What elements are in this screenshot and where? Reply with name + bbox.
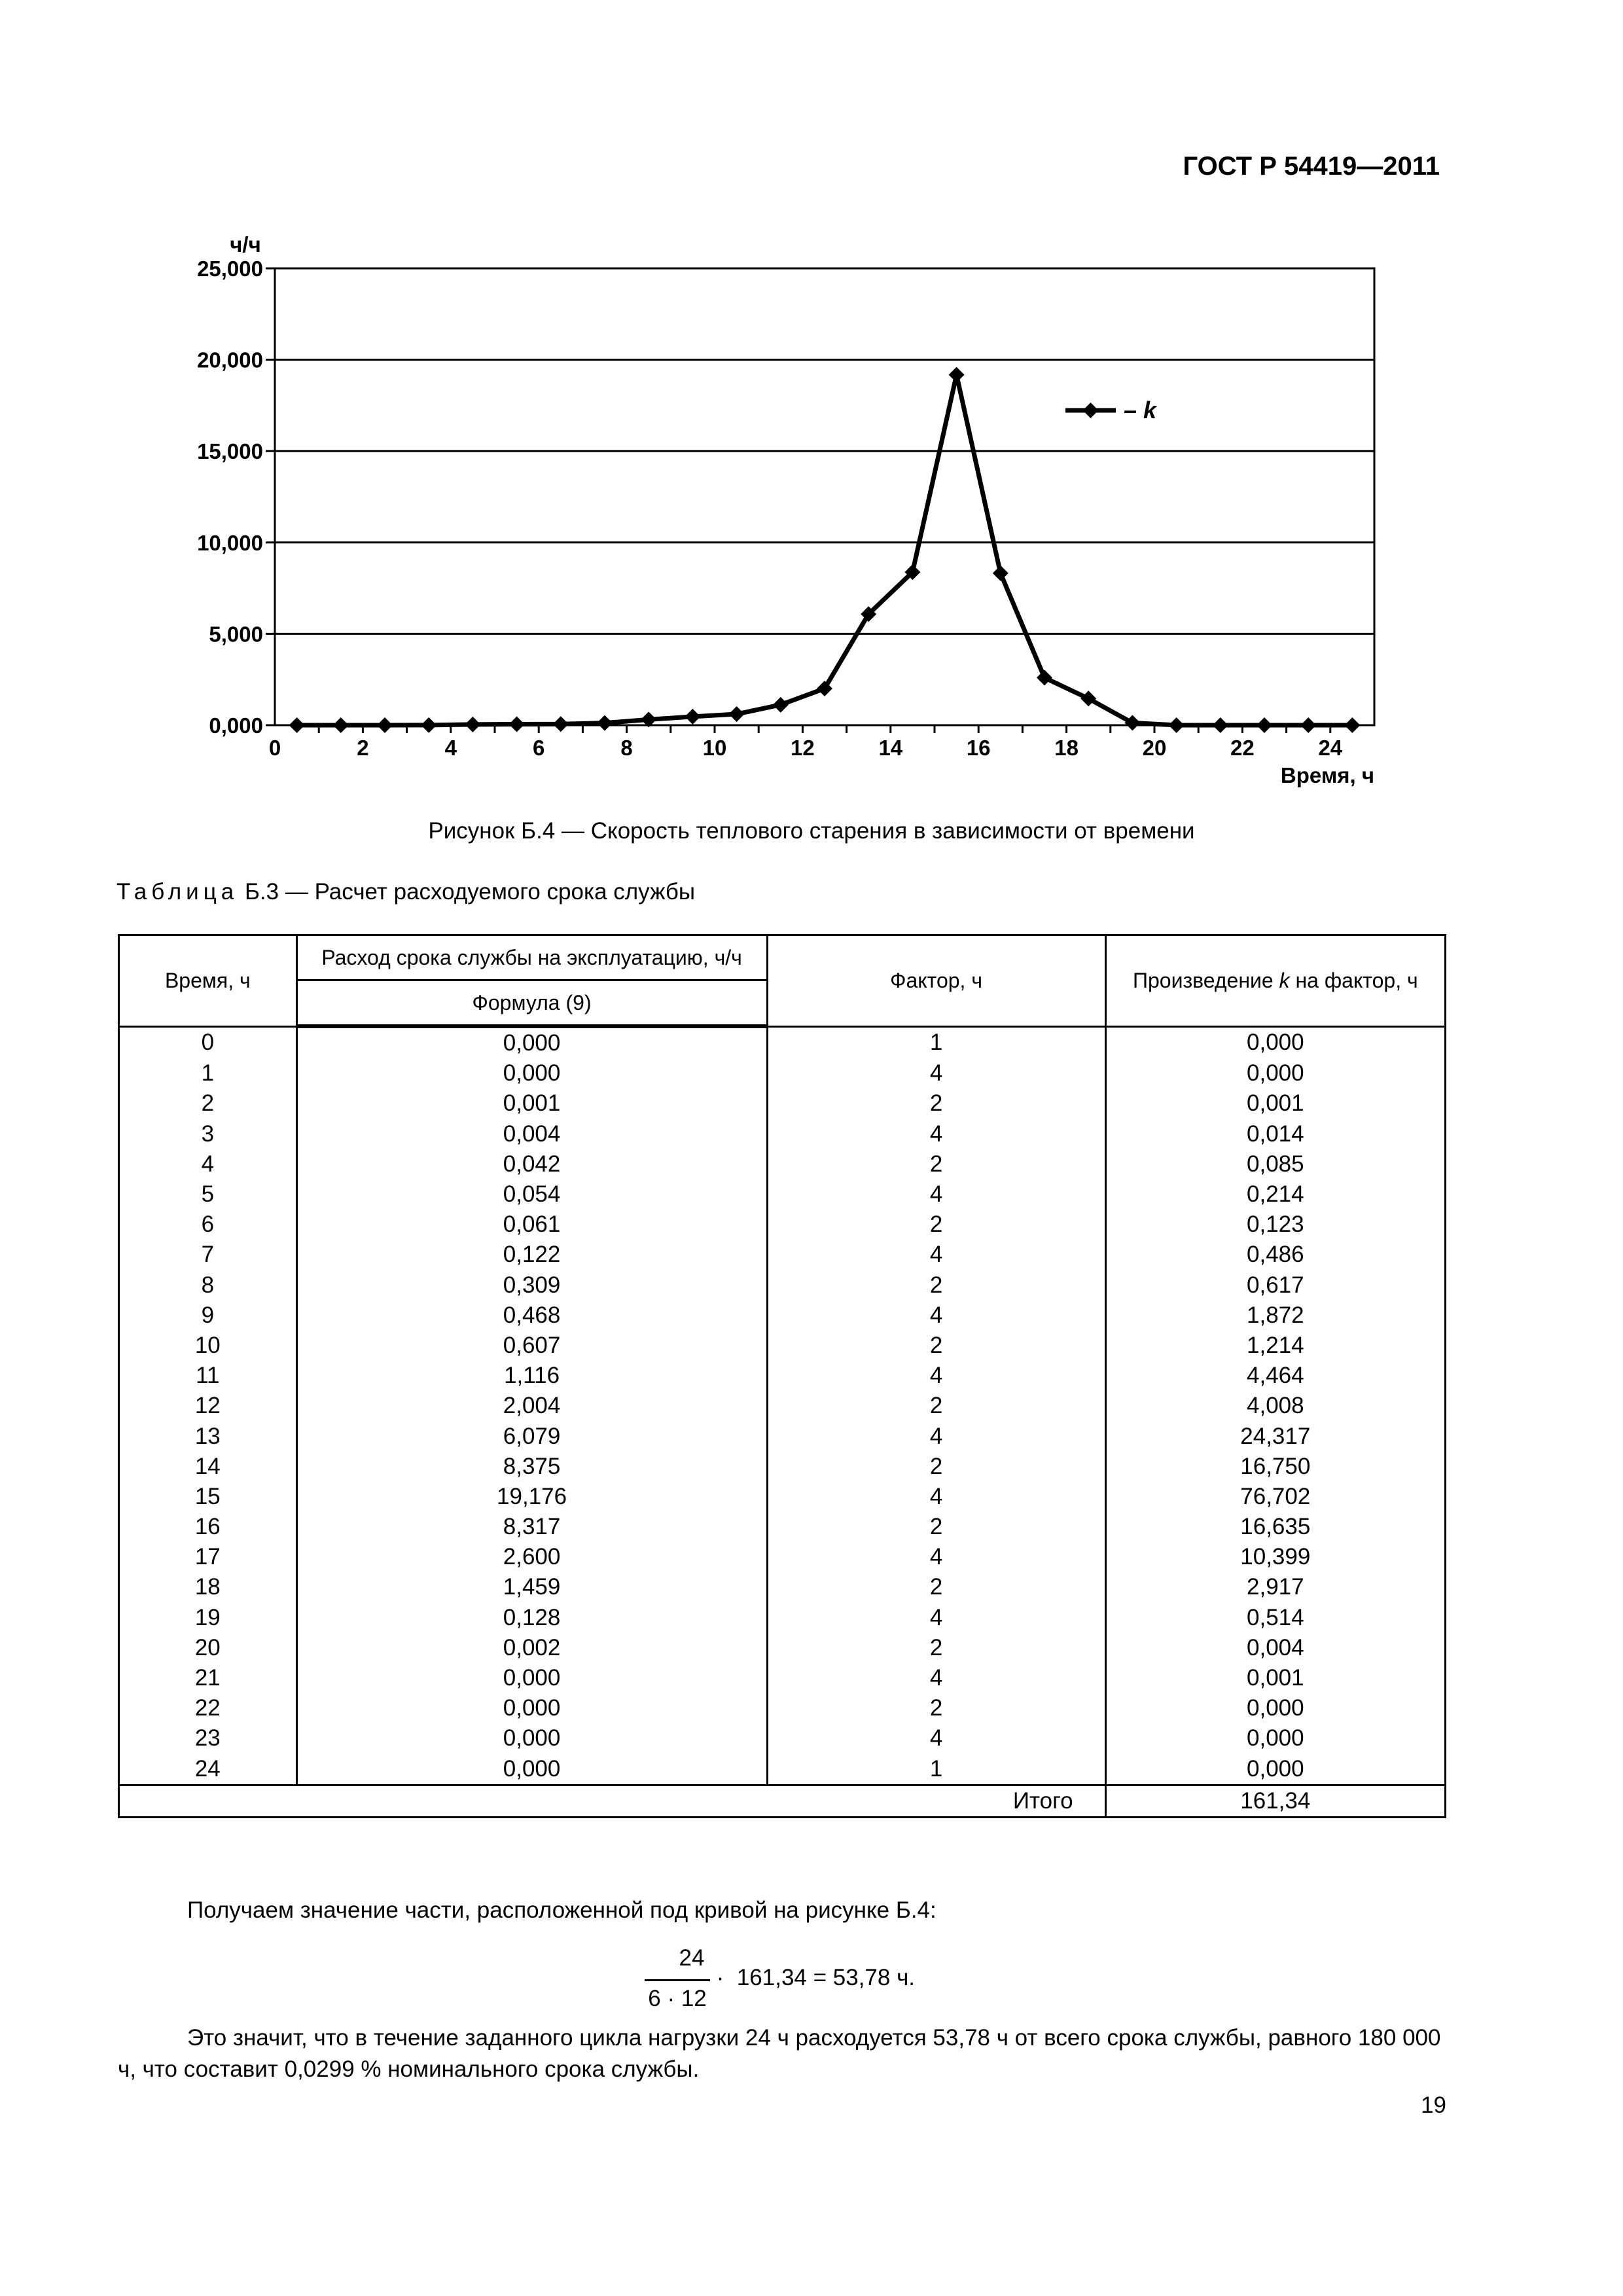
header-product-post: на фактор, ч — [1289, 968, 1418, 992]
chart-point — [685, 709, 700, 725]
cell-time: 8 — [119, 1270, 297, 1300]
header-formula: Формула (9) — [296, 980, 767, 1027]
table-row — [119, 1391, 1446, 1421]
conclusion-paragraph: Это значит, что в течение заданного цикла нагрузки 24 ч расходуется 53,78 ч от всего срока службы, равного 180 000 ч, что составит 0,0299 % номинального срока службы. — [118, 2025, 1441, 2082]
table-row — [119, 1300, 1446, 1331]
chart-point — [993, 565, 1008, 581]
chart-x-tick-label: 4 — [444, 736, 457, 760]
table-row — [119, 1331, 1446, 1361]
cell-product: 0,014 — [1105, 1119, 1445, 1149]
cell-factor: 2 — [767, 1149, 1105, 1179]
cell-product: 4,464 — [1105, 1361, 1445, 1391]
cell-formula: 0,000 — [296, 1058, 767, 1088]
chart-x-tick-label: 8 — [620, 736, 633, 760]
cell-product: 0,001 — [1105, 1663, 1445, 1693]
header-product-pre: Произведение — [1132, 968, 1279, 992]
cell-time: 23 — [119, 1723, 297, 1753]
table-row — [119, 1179, 1446, 1210]
cell-time: 24 — [119, 1754, 297, 1785]
cell-formula: 0,004 — [296, 1119, 767, 1149]
cell-factor: 2 — [767, 1693, 1105, 1723]
cell-formula: 0,122 — [296, 1240, 767, 1270]
chart-y-axis — [197, 257, 275, 738]
service-life-table — [118, 934, 1446, 1818]
cell-time: 16 — [119, 1512, 297, 1542]
cell-time: 0 — [119, 1026, 297, 1058]
cell-product: 0,001 — [1105, 1088, 1445, 1119]
cell-formula: 0,000 — [296, 1693, 767, 1723]
chart-x-tick-label: 0 — [268, 736, 281, 760]
chart-x-tick-label: 18 — [1054, 736, 1079, 760]
table-row — [119, 1542, 1446, 1572]
table-row — [119, 1572, 1446, 1602]
table-row — [119, 1240, 1446, 1270]
cell-formula: 0,128 — [296, 1603, 767, 1633]
cell-time: 12 — [119, 1391, 297, 1421]
header-consumption: Расход срока службы на эксплуатацию, ч/ч — [296, 935, 767, 980]
chart-point — [377, 717, 393, 733]
cell-product: 0,486 — [1105, 1240, 1445, 1270]
table-row — [119, 1421, 1446, 1451]
table-body — [119, 1026, 1446, 1817]
cell-factor: 4 — [767, 1482, 1105, 1512]
cell-time: 10 — [119, 1331, 297, 1361]
chart-point — [465, 717, 480, 732]
table-caption-title: Б.3 — Расчет расходуемого срока службы — [238, 879, 696, 905]
table-caption — [116, 879, 695, 905]
chart-series-k — [289, 367, 1361, 733]
header-factor: Фактор, ч — [767, 935, 1105, 1027]
cell-product: 0,085 — [1105, 1149, 1445, 1179]
cell-factor: 4 — [767, 1119, 1105, 1149]
result-paragraph: Получаем значение части, расположенной под кривой на рисунке Б.4: — [187, 1897, 936, 1923]
chart-x-tick-label: 6 — [533, 736, 545, 760]
cell-time: 4 — [119, 1149, 297, 1179]
cell-formula: 0,000 — [296, 1663, 767, 1693]
cell-time: 5 — [119, 1179, 297, 1210]
chart-y-tick-label: 0,000 — [209, 713, 263, 738]
cell-product: 0,514 — [1105, 1603, 1445, 1633]
cell-product: 0,214 — [1105, 1179, 1445, 1210]
chart-x-tick-label: 16 — [966, 736, 991, 760]
chart-plot-frame — [275, 268, 1374, 725]
cell-factor: 2 — [767, 1633, 1105, 1663]
table-row — [119, 1088, 1446, 1119]
cell-factor: 4 — [767, 1663, 1105, 1693]
cell-formula: 1,116 — [296, 1361, 767, 1391]
table-row — [119, 1663, 1446, 1693]
cell-product: 10,399 — [1105, 1542, 1445, 1572]
chart-x-tick-label: 2 — [357, 736, 369, 760]
chart-point — [289, 717, 305, 733]
header-product — [1105, 935, 1445, 1027]
chart-x-tick-label: 24 — [1318, 736, 1343, 760]
chart-legend — [1065, 397, 1158, 423]
cell-formula: 0,001 — [296, 1088, 767, 1119]
chart-y-tick-label: 25,000 — [197, 257, 263, 281]
cell-product: 4,008 — [1105, 1391, 1445, 1421]
cell-product: 0,000 — [1105, 1693, 1445, 1723]
cell-time: 7 — [119, 1240, 297, 1270]
cell-factor: 2 — [767, 1270, 1105, 1300]
formula-fraction-bar — [645, 1979, 710, 1981]
table-row — [119, 1361, 1446, 1391]
cell-factor: 4 — [767, 1179, 1105, 1210]
cell-time: 19 — [119, 1603, 297, 1633]
header-time: Время, ч — [119, 935, 297, 1027]
chart-point — [1257, 717, 1272, 733]
chart-point — [773, 697, 789, 713]
aging-rate-chart — [0, 196, 1623, 812]
chart-point — [1344, 717, 1360, 733]
chart-x-axis-label: Время, ч — [1280, 763, 1374, 787]
cell-factor: 2 — [767, 1331, 1105, 1361]
formula-denominator: 6 · 12 — [648, 1986, 707, 2011]
chart-y-tick-label: 20,000 — [197, 348, 263, 372]
cell-product: 16,750 — [1105, 1452, 1445, 1482]
cell-factor: 2 — [767, 1512, 1105, 1542]
cell-factor: 2 — [767, 1088, 1105, 1119]
cell-formula: 0,309 — [296, 1270, 767, 1300]
cell-factor: 4 — [767, 1361, 1105, 1391]
cell-formula: 1,459 — [296, 1572, 767, 1602]
table-total-row — [119, 1785, 1446, 1817]
chart-x-tick-label: 22 — [1230, 736, 1255, 760]
page-number: 19 — [1421, 2092, 1446, 2118]
total-label: Итого — [119, 1785, 1106, 1817]
cell-factor: 1 — [767, 1754, 1105, 1785]
cell-formula: 8,375 — [296, 1452, 767, 1482]
chart-y-tick-label: 10,000 — [197, 530, 263, 555]
chart-y-tick-label: 15,000 — [197, 439, 263, 464]
cell-formula: 2,600 — [296, 1542, 767, 1572]
table-row — [119, 1723, 1446, 1753]
document-code: ГОСТ Р 54419—2011 — [1183, 152, 1440, 181]
cell-factor: 4 — [767, 1723, 1105, 1753]
table-row — [119, 1270, 1446, 1300]
chart-legend-label: – k — [1124, 397, 1157, 423]
table-row — [119, 1149, 1446, 1179]
cell-formula: 0,468 — [296, 1300, 767, 1331]
chart-point — [421, 717, 437, 733]
cell-time: 14 — [119, 1452, 297, 1482]
cell-time: 15 — [119, 1482, 297, 1512]
chart-x-tick-label: 14 — [878, 736, 903, 760]
cell-product: 0,004 — [1105, 1633, 1445, 1663]
cell-product: 2,917 — [1105, 1572, 1445, 1602]
cell-factor: 1 — [767, 1026, 1105, 1058]
cell-product: 76,702 — [1105, 1482, 1445, 1512]
chart-point — [949, 367, 965, 383]
cell-time: 3 — [119, 1119, 297, 1149]
cell-factor: 2 — [767, 1572, 1105, 1602]
cell-formula: 0,000 — [296, 1026, 767, 1058]
cell-time: 6 — [119, 1210, 297, 1240]
cell-formula: 0,061 — [296, 1210, 767, 1240]
cell-product: 0,123 — [1105, 1210, 1445, 1240]
chart-point — [1300, 717, 1316, 733]
chart-legend-marker — [1083, 403, 1099, 418]
table-row — [119, 1026, 1446, 1058]
cell-product: 0,000 — [1105, 1026, 1445, 1058]
cell-formula: 0,054 — [296, 1179, 767, 1210]
cell-product: 0,000 — [1105, 1058, 1445, 1088]
table-row — [119, 1512, 1446, 1542]
chart-y-axis-label: ч/ч — [230, 232, 261, 257]
cell-formula: 2,004 — [296, 1391, 767, 1421]
cell-factor: 2 — [767, 1452, 1105, 1482]
cell-formula: 0,042 — [296, 1149, 767, 1179]
table-row — [119, 1482, 1446, 1512]
cell-formula: 0,607 — [296, 1331, 767, 1361]
cell-time: 17 — [119, 1542, 297, 1572]
cell-formula: 19,176 — [296, 1482, 767, 1512]
table-row — [119, 1058, 1446, 1088]
chart-x-tick-label: 20 — [1142, 736, 1167, 760]
cell-time: 2 — [119, 1088, 297, 1119]
cell-factor: 4 — [767, 1300, 1105, 1331]
cell-formula: 0,000 — [296, 1754, 767, 1785]
table-row — [119, 1754, 1446, 1785]
chart-point — [509, 716, 525, 732]
cell-factor: 2 — [767, 1210, 1105, 1240]
cell-time: 13 — [119, 1421, 297, 1451]
chart-point — [1169, 717, 1185, 733]
chart-point — [333, 717, 349, 733]
chart-point — [729, 706, 745, 722]
table-row — [119, 1603, 1446, 1633]
cell-product: 0,000 — [1105, 1723, 1445, 1753]
cell-factor: 4 — [767, 1542, 1105, 1572]
formula-result: · 161,34 = 53,78 ч. — [710, 1965, 916, 1990]
cell-factor: 4 — [767, 1058, 1105, 1088]
chart-gridlines — [275, 268, 1374, 725]
chart-series-line — [297, 375, 1353, 725]
cell-formula: 8,317 — [296, 1512, 767, 1542]
cell-product: 24,317 — [1105, 1421, 1445, 1451]
cell-time: 18 — [119, 1572, 297, 1602]
header-product-k: k — [1279, 968, 1290, 992]
figure-caption: Рисунок Б.4 — Скорость теплового старения в зависимости от времени — [428, 818, 1195, 844]
chart-point — [1213, 717, 1228, 733]
table-row — [119, 1119, 1446, 1149]
cell-product: 1,214 — [1105, 1331, 1445, 1361]
table-row — [119, 1633, 1446, 1663]
cell-formula: 0,000 — [296, 1723, 767, 1753]
chart-x-tick-label: 10 — [702, 736, 727, 760]
table-row — [119, 1210, 1446, 1240]
cell-product: 16,635 — [1105, 1512, 1445, 1542]
chart-point — [553, 716, 569, 732]
cell-time: 9 — [119, 1300, 297, 1331]
table-caption-prefix: Таблица — [116, 879, 239, 905]
chart-x-tick-label: 12 — [791, 736, 815, 760]
table-row — [119, 1693, 1446, 1723]
cell-time: 11 — [119, 1361, 297, 1391]
cell-product: 0,617 — [1105, 1270, 1445, 1300]
cell-product: 1,872 — [1105, 1300, 1445, 1331]
chart-point — [1037, 670, 1052, 685]
chart-point — [597, 715, 613, 731]
cell-time: 20 — [119, 1633, 297, 1663]
cell-formula: 6,079 — [296, 1421, 767, 1451]
cell-product: 0,000 — [1105, 1754, 1445, 1785]
cell-factor: 4 — [767, 1240, 1105, 1270]
cell-time: 21 — [119, 1663, 297, 1693]
cell-factor: 4 — [767, 1421, 1105, 1451]
chart-y-tick-label: 5,000 — [209, 622, 263, 647]
cell-time: 22 — [119, 1693, 297, 1723]
cell-time: 1 — [119, 1058, 297, 1088]
total-value: 161,34 — [1105, 1785, 1445, 1817]
cell-formula: 0,002 — [296, 1633, 767, 1663]
cell-factor: 4 — [767, 1603, 1105, 1633]
formula-numerator: 24 — [679, 1945, 705, 1971]
cell-factor: 2 — [767, 1391, 1105, 1421]
table-row — [119, 1452, 1446, 1482]
